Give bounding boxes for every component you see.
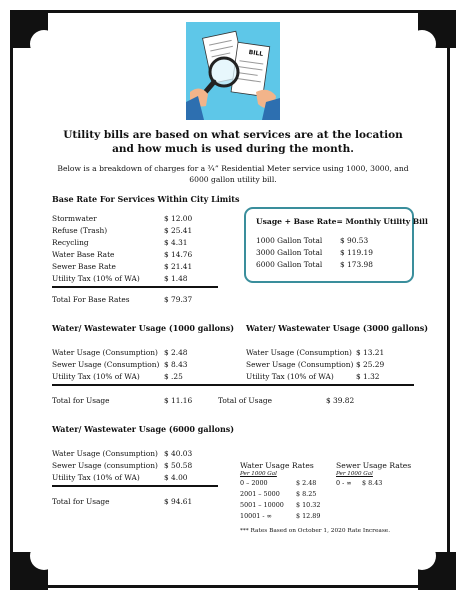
row-label: Refuse (Trash) <box>52 226 108 235</box>
row-value: $ 2.48 <box>164 348 188 357</box>
total-value: $ 79.37 <box>164 295 193 304</box>
row-label: Sewer Usage (Consumption) <box>52 360 160 369</box>
total-label: Total of Usage <box>218 396 272 405</box>
water-rate-row <box>240 512 321 520</box>
rate-range: 2001 – 5000 <box>240 490 280 498</box>
total-value: $ 11.16 <box>164 396 193 405</box>
row-value: $ 12.00 <box>164 214 193 223</box>
subtitle-line-1: Below is a breakdown of charges for a ¾” Residential Meter service using 1000, 3000, and <box>57 164 409 173</box>
total-label: Total For Base Rates <box>52 295 130 304</box>
rate-value: $ 10.32 <box>296 501 321 509</box>
summary-row <box>256 248 373 257</box>
row-label: Sewer Base Rate <box>52 262 116 271</box>
divider <box>52 485 218 487</box>
total-label: Total for Usage <box>52 396 110 405</box>
summary-row <box>256 260 373 269</box>
rate-value: $ 8.43 <box>362 479 383 487</box>
corner-ornament-bottom-right <box>418 552 456 590</box>
row-value: $ 14.76 <box>164 250 193 259</box>
summary-value: $ 173.98 <box>340 260 373 269</box>
water-rate-row <box>240 479 317 487</box>
subtitle-line-2: 6000 gallon utility bill. <box>189 175 277 184</box>
row-value: $ 13.21 <box>356 348 385 357</box>
rate-range: 10001 - ∞ <box>240 512 272 520</box>
row-value: $ 21.41 <box>164 262 193 271</box>
total-label: Total for Usage <box>52 497 110 506</box>
summary-heading: Usage + Base Rate= Monthly Utility Bill <box>256 217 428 226</box>
corner-ornament-top-left <box>10 10 48 48</box>
row-value: $ 50.58 <box>164 461 193 470</box>
rate-value: $ 2.48 <box>296 479 317 487</box>
row-label: Utility Tax (10% of WA) <box>246 372 334 381</box>
sewer-rate-row <box>336 479 383 487</box>
base-rate-heading: Base Rate For Services Within City Limits <box>52 194 240 204</box>
rate-range: 0 - ∞ <box>336 479 352 487</box>
row-value: $ 4.00 <box>164 473 188 482</box>
page-subtitle <box>50 163 416 185</box>
summary-value: $ 119.19 <box>340 248 373 257</box>
summary-label: 6000 Gallon Total <box>256 260 323 269</box>
summary-row <box>256 236 369 245</box>
row-label: Water Usage (Consumption) <box>246 348 352 357</box>
row-label: Utility Tax (10% of WA) <box>52 372 140 381</box>
water-rate-row <box>240 501 321 509</box>
usage-1000-heading: Water/ Wastewater Usage (1000 gallons) <box>52 323 235 333</box>
rate-value: $ 8.25 <box>296 490 317 498</box>
rate-range: 0 – 2000 <box>240 479 268 487</box>
summary-label: 1000 Gallon Total <box>256 236 323 245</box>
rates-footnote: *** Rates Based on October 1, 2020 Rate Increase. <box>240 528 391 534</box>
rate-range: 5001 – 10000 <box>240 501 284 509</box>
title-line-1: Utility bills are based on what services are at the location <box>63 129 403 141</box>
row-value: $ 25.29 <box>356 360 385 369</box>
sewer-rates-unit: Per 1000 Gal <box>336 471 373 477</box>
row-value: $ 40.03 <box>164 449 193 458</box>
summary-label: 3000 Gallon Total <box>256 248 323 257</box>
row-label: Water Usage (Consumption) <box>52 449 158 458</box>
row-label: Water Base Rate <box>52 250 115 259</box>
row-label: Sewer Usage (consumption) <box>52 461 158 470</box>
usage-6000-heading: Water/ Wastewater Usage (6000 gallons) <box>52 424 235 434</box>
row-label: Sewer Usage (Consumption) <box>246 360 354 369</box>
row-label: Recycling <box>52 238 89 247</box>
row-label: Utility Tax (10% of WA) <box>52 274 140 283</box>
summary-value: $ 90.53 <box>340 236 369 245</box>
usage-3000-heading: Water/ Wastewater Usage (3000 gallons) <box>246 323 429 333</box>
water-rate-row <box>240 490 317 498</box>
monthly-bill-summary-box <box>244 207 428 283</box>
sewer-rates-title: Sewer Usage Rates <box>336 461 412 470</box>
row-value: $ 8.43 <box>164 360 188 369</box>
rate-value: $ 12.89 <box>296 512 321 520</box>
row-value: $ .25 <box>164 372 183 381</box>
title-line-2: and how much is used during the month. <box>112 143 354 155</box>
water-rates-title: Water Usage Rates <box>240 461 314 470</box>
row-value: $ 25.41 <box>164 226 193 235</box>
page-title <box>40 128 426 156</box>
row-label: Stormwater <box>52 214 97 223</box>
row-value: $ 1.32 <box>356 372 380 381</box>
svg-text:BILL: BILL <box>248 48 264 58</box>
magnifier-bill-icon <box>186 22 280 120</box>
row-label: Utility Tax (10% of WA) <box>52 473 140 482</box>
corner-ornament-bottom-left <box>10 552 48 590</box>
bill-illustration <box>186 22 280 120</box>
water-rates-unit: Per 1000 Gal <box>240 471 277 477</box>
corner-ornament-top-right <box>418 10 456 48</box>
total-value: $ 94.61 <box>164 497 193 506</box>
row-label: Water Usage (Consumption) <box>52 348 158 357</box>
row-value: $ 4.31 <box>164 238 188 247</box>
divider <box>52 286 218 288</box>
total-value: $ 39.82 <box>326 396 355 405</box>
row-value: $ 1.48 <box>164 274 188 283</box>
divider <box>52 384 414 386</box>
